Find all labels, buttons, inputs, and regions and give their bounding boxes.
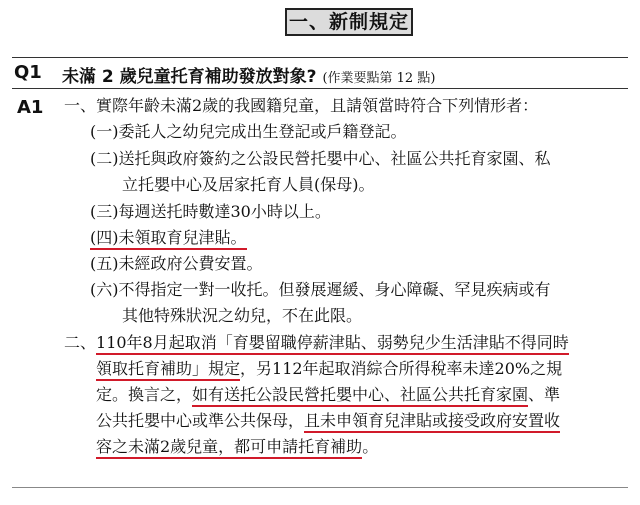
item2-prefix: 二、 [64, 333, 97, 352]
item2-line3 [96, 385, 560, 405]
item2-line3-highlight: 如有送托公設民營托嬰中心、社區公共托育家園 [192, 385, 528, 407]
item2-line3-end: 、準 [528, 385, 561, 404]
item1-sub4 [90, 228, 247, 248]
section-title: 一、新制規定 [285, 8, 413, 36]
question-bottom-rule [12, 88, 628, 89]
answer-label: A1 [17, 97, 44, 118]
item2-line2-rest: ，另112年起取消綜合所得稅率未達20%之規 [240, 359, 563, 378]
item2-line1 [64, 333, 569, 353]
item2-line2-highlight: 領取托育補助」規定 [96, 359, 240, 381]
item2-line5 [96, 437, 378, 457]
item2-line5-end: 。 [362, 437, 379, 456]
item1-sub6-line2: 其他特殊狀況之幼兒，不在此限。 [122, 306, 363, 325]
item1-sub2-line1: (二)送托與政府簽約之公設民營托嬰中心、社區公共托育家園、私 [90, 149, 551, 168]
item2-line4 [96, 411, 560, 431]
item2-line1-highlight: 110年8月起取消「育嬰留職停薪津貼、弱勢兒少生活津貼不得同時 [96, 333, 569, 355]
question-label: Q1 [14, 62, 42, 83]
item1-sub1: (一)委託人之幼兒完成出生登記或戶籍登記。 [90, 122, 407, 141]
question-text [62, 62, 435, 87]
question-title: 未滿 2 歲兒童托育補助發放對象? [62, 67, 317, 87]
item2-line4-start: 公共托嬰中心或準公共保母， [96, 411, 305, 430]
item1-sub3: (三)每週送托時數達30小時以上。 [90, 202, 331, 221]
question-note: (作業要點第 12 點) [322, 71, 436, 86]
item1-sub2-line2: 立托嬰中心及居家托育人員(保母)。 [122, 175, 375, 194]
item2-line5-highlight: 容之未滿2歲兒童，都可申請托育補助 [96, 437, 362, 459]
item2-line3-start: 定。換言之， [96, 385, 193, 404]
item2-line4-highlight: 且未申領育兒津貼或接受政府安置收 [304, 411, 560, 433]
item1-sub5: (五)未經政府公費安置。 [90, 254, 263, 273]
item2-line2 [96, 359, 562, 379]
item1-sub4-highlight: (四)未領取育兒津貼。 [90, 228, 247, 250]
question-top-rule [12, 57, 628, 58]
item1-heading: 一、實際年齡未滿2歲的我國籍兒童，且請領當時符合下列情形者： [64, 96, 539, 115]
item1-sub6-line1: (六)不得指定一對一收托。但發展遲緩、身心障礙、罕見疾病或有 [90, 280, 551, 299]
bottom-rule [12, 487, 628, 488]
